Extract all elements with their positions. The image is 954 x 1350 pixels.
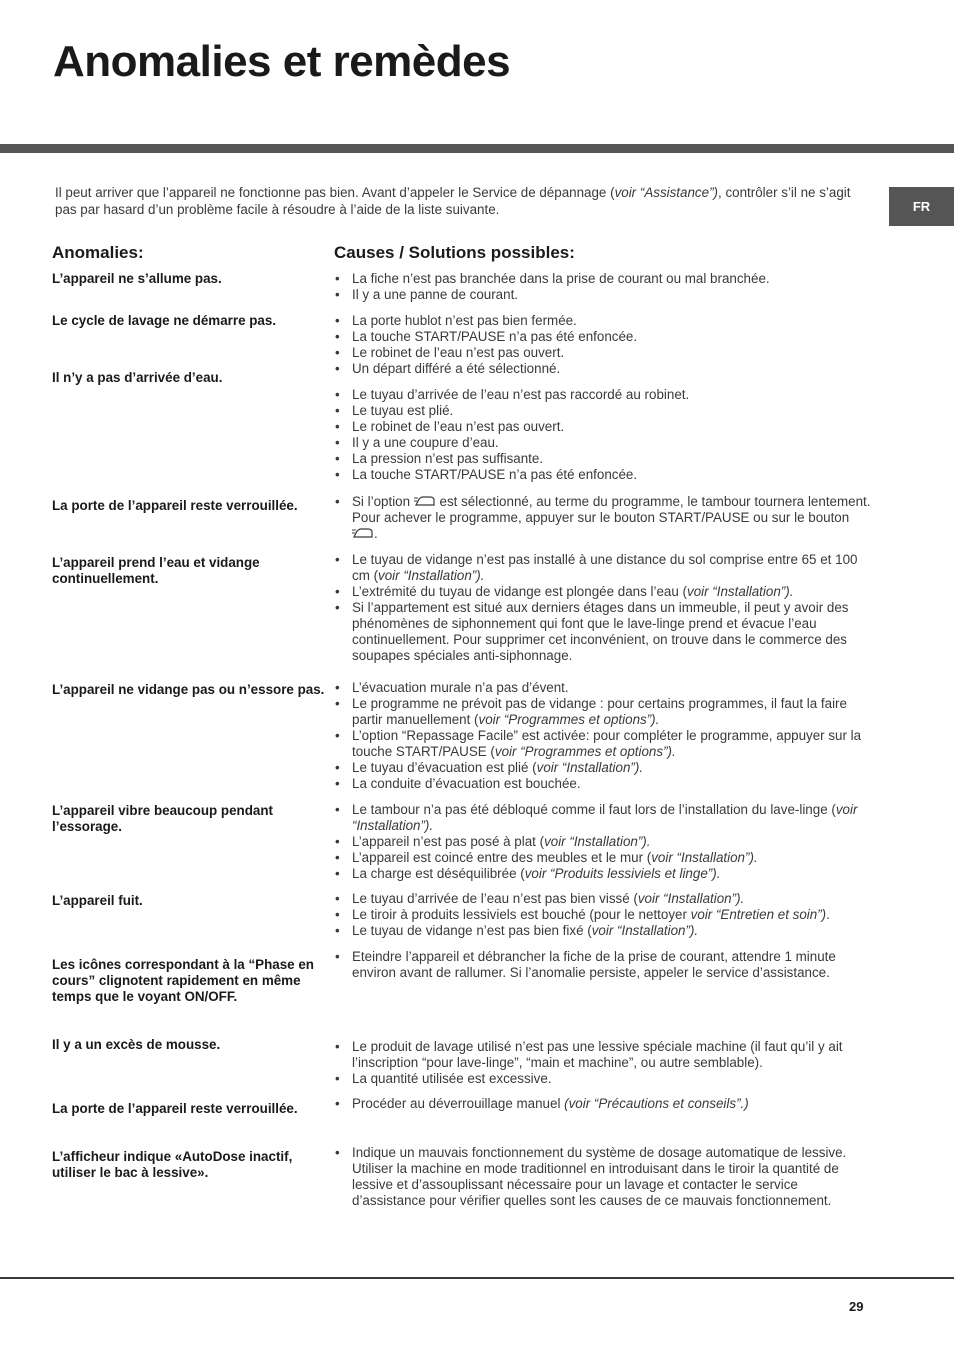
cause-item: • La touche START/PAUSE n’a pas été enfoncée.: [334, 467, 874, 483]
cause-text: Le tuyau d’évacuation est plié (: [352, 760, 537, 775]
anomaly-label: Le cycle de lavage ne démarre pas.: [52, 313, 277, 328]
anomaly-label: L’appareil fuit.: [52, 893, 143, 908]
cause-ref: voir “Programmes et options”).: [494, 744, 676, 759]
cause-ref: voir “Entretien et soin”): [690, 907, 827, 922]
cause-item: [334, 891, 874, 907]
anomaly-label: L’appareil ne s’allume pas.: [52, 271, 222, 286]
cause-item: [334, 802, 874, 834]
cause-item: • Si l’appartement est situé aux derniers étages dans un immeuble, il peut y avoir des phénomènes de siphonnement qui font que le lave-linge prend et évacue l’eau continuellement. Pour supprimer cet inconvénient, on trouve dans le commerce des soupapes spéciales anti-siphonnage.: [334, 600, 874, 664]
cause-item: • Il y a une coupure d’eau.: [334, 435, 874, 451]
cause-list: [334, 680, 874, 792]
anomaly-label: Il n’y a pas d’arrivée d’eau.: [52, 370, 223, 385]
cause-text: Le tuyau d’arrivée de l’eau n’est pas bien vissé (: [352, 891, 638, 906]
cause-ref: voir “Programmes et options”).: [478, 712, 660, 727]
cause-text: Le programme ne prévoit pas de vidange : pour certains programmes, il faut la faire partir manuellement (: [352, 696, 847, 727]
anomaly-label: La porte de l’appareil reste verrouillée.: [52, 1101, 298, 1116]
cause-item: • Le tuyau d’arrivée de l’eau n’est pas raccordé au robinet.: [334, 387, 874, 403]
cause-item: [334, 760, 874, 776]
intro-text: [55, 185, 855, 218]
page-title: Anomalies et remèdes: [53, 37, 511, 86]
cause-list: [334, 802, 874, 882]
cause-item: • Le tuyau est plié.: [334, 403, 874, 419]
cause-item: • La porte hublot n’est pas bien fermée.: [334, 313, 874, 329]
anomaly-label: L’appareil prend l’eau et vidange continuellement.: [52, 555, 260, 586]
cause-text: Procéder au déverrouillage manuel: [352, 1096, 565, 1111]
cause-text: Le tuyau de vidange n’est pas installé à une distance du sol comprise entre 65 et 100 cm (: [352, 552, 858, 583]
cause-ref: voir “Installation”).: [378, 568, 485, 583]
cause-list: [334, 1145, 874, 1209]
cause-item: • Indique un mauvais fonctionnement du système de dosage automatique de lessive. Utiliser la machine en mode traditionnel en introduisant dans le tiroir la quantité de lessive et d’assouplissant nécessaire pour un lavage et contacter le service d’assistance pour vérifier quelles sont les causes de ce mauvais fonctionnement.: [334, 1145, 874, 1209]
cause-ref: voir “Installation”).: [591, 923, 699, 938]
cause-item: • La quantité utilisée est excessive.: [334, 1071, 874, 1087]
cause-ref: voir “Installation”).: [544, 834, 651, 849]
cause-item: • L’évacuation murale n’a pas d’évent.: [334, 680, 874, 696]
cause-list: [334, 949, 874, 981]
language-tab: [889, 187, 954, 226]
cause-ref: voir “Installation”).: [536, 760, 644, 775]
cause-list: [334, 271, 874, 303]
cause-text: L’option “Repassage Facile” est activée: pour compléter le programme, appuyer sur la touche START/PAUSE (: [352, 728, 862, 759]
cause-ref: voir “Installation”).: [352, 802, 858, 833]
intro-ref: voir “Assistance”): [614, 185, 718, 200]
cause-list: [334, 1039, 874, 1087]
cause-text: .: [374, 526, 378, 541]
cause-item: [334, 1096, 874, 1112]
cause-text: La charge est déséquilibrée (: [352, 866, 525, 881]
cause-list: [334, 552, 874, 664]
causes-heading: Causes / Solutions possibles:: [334, 243, 575, 262]
cause-item: • Le robinet de l’eau n’est pas ouvert.: [334, 419, 874, 435]
cause-text: Le tambour n’a pas été débloqué comme il faut lors de l’installation du lave-linge (: [352, 802, 836, 817]
easy-iron-icon: [414, 495, 436, 507]
cause-item: • Il y a une panne de courant.: [334, 287, 874, 303]
anomaly-label: Il y a un excès de mousse.: [52, 1037, 221, 1052]
cause-text: est sélectionné, au terme du programme, le tambour tournera lentement. Pour achever le programme, appuyer sur le bouton START/PAUSE ou sur le bouton: [352, 494, 871, 525]
cause-text: L’appareil n’est pas posé à plat (: [352, 834, 545, 849]
cause-item: [334, 696, 874, 728]
cause-item: • La pression n’est pas suffisante.: [334, 451, 874, 467]
anomaly-label: La porte de l’appareil reste verrouillée.: [52, 498, 298, 513]
cause-item: • Eteindre l’appareil et débrancher la fiche de la prise de courant, attendre 1 minute environ avant de rallumer. Si l’anomalie persiste, appeler le service d’assistance.: [334, 949, 874, 981]
cause-item: [334, 907, 874, 923]
footer-rule: [0, 1277, 954, 1279]
cause-item: • Un départ différé a été sélectionné.: [334, 361, 874, 377]
intro-part1: Il peut arriver que l’appareil ne fonctionne pas bien. Avant d’appeler le Service de dépannage (: [55, 185, 615, 200]
cause-list: [334, 313, 874, 377]
cause-text: L’extrémité du tuyau de vidange est plongée dans l’eau (: [352, 584, 687, 599]
cause-ref: voir “Installation”).: [637, 891, 745, 906]
header-rule: [0, 144, 954, 153]
cause-text: .: [826, 907, 830, 922]
cause-ref: (voir “Précautions et conseils”.): [564, 1096, 749, 1111]
cause-item: • Le produit de lavage utilisé n’est pas une lessive spéciale machine (il faut qu’il y ait l’inscription “pour lave-linge”, “main et machine”, ou autre semblable).: [334, 1039, 874, 1071]
anomaly-label: L’afficheur indique «AutoDose inactif, utiliser le bac à lessive».: [52, 1149, 293, 1180]
anomaly-label: L’appareil vibre beaucoup pendant l’essorage.: [52, 803, 273, 834]
intro-part2: , contrôler s’il ne s’agit pas par hasard d’un problème facile à résoudre à l’aide de la liste suivante.: [55, 185, 851, 217]
cause-item: [334, 923, 874, 939]
cause-item: • Le robinet de l’eau n’est pas ouvert.: [334, 345, 874, 361]
cause-text: Le tiroir à produits lessiviels est bouché (pour le nettoyer: [352, 907, 691, 922]
anomalies-heading: Anomalies:: [52, 243, 144, 262]
cause-ref: voir “Installation”).: [651, 850, 758, 865]
anomaly-label: Les icônes correspondant à la “Phase en cours” clignotent rapidement en même temps que le voyant ON/OFF.: [52, 957, 314, 1004]
cause-list: [334, 494, 874, 542]
cause-item: • La conduite d’évacuation est bouchée.: [334, 776, 874, 792]
page-number: 29: [849, 1299, 864, 1314]
cause-item: [334, 834, 874, 850]
cause-item: [334, 728, 874, 760]
cause-item: [334, 552, 874, 584]
cause-item: [334, 850, 874, 866]
language-label: FR: [912, 199, 931, 214]
cause-item: • La fiche n’est pas branchée dans la prise de courant ou mal branchée.: [334, 271, 874, 287]
cause-list: [334, 387, 874, 483]
cause-text: Le tuyau de vidange n’est pas bien fixé (: [352, 923, 592, 938]
cause-list: [334, 1096, 874, 1112]
cause-list: [334, 891, 874, 939]
cause-ref: voir “Produits lessiviels et linge”).: [524, 866, 721, 881]
cause-ref: voir “Installation”).: [687, 584, 794, 599]
cause-item: [334, 584, 874, 600]
easy-iron-icon: [352, 527, 374, 539]
cause-item: [334, 494, 874, 542]
cause-item: • La touche START/PAUSE n’a pas été enfoncée.: [334, 329, 874, 345]
cause-text: Si l’option: [352, 494, 414, 509]
anomaly-label: L’appareil ne vidange pas ou n’essore pas.: [52, 682, 325, 697]
cause-text: L’appareil est coincé entre des meubles et le mur (: [352, 850, 652, 865]
cause-item: [334, 866, 874, 882]
